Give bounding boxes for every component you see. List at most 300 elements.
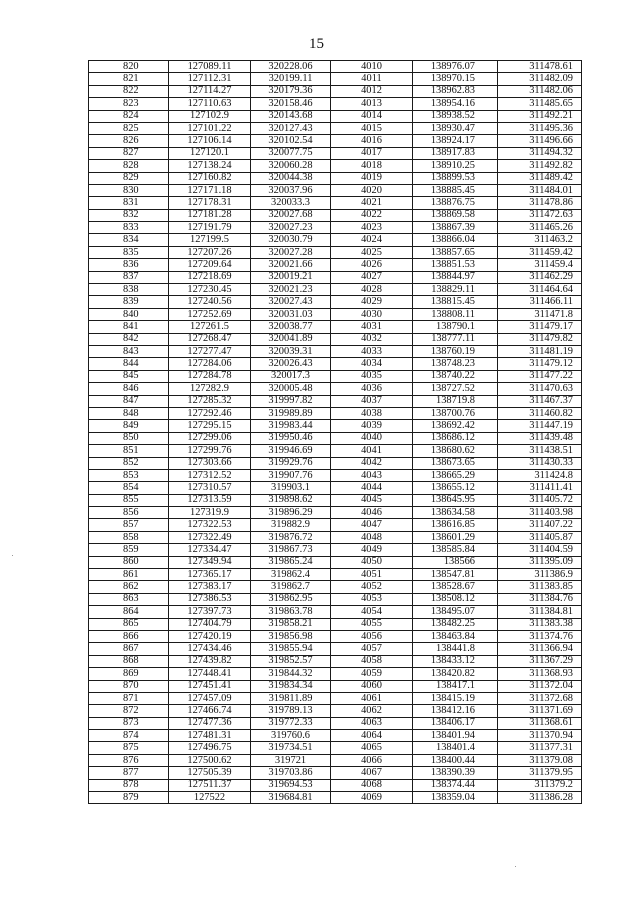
x-coordinate-cell: 127207.26 [169,246,251,258]
table-row [89,259,582,271]
point-id-cell: 849 [89,420,169,432]
x-coordinate-cell: 127303.66 [169,457,251,469]
point-id-cell: 830 [89,184,169,196]
point-id-cell: 4055 [331,618,413,630]
x-coordinate-cell: 138616.85 [413,519,498,531]
x-coordinate-cell: 127284.78 [169,370,251,382]
point-id-cell: 4033 [331,345,413,357]
point-id-cell: 4032 [331,333,413,345]
point-id-cell: 4057 [331,643,413,655]
table-row [89,482,582,494]
point-id-cell: 4065 [331,742,413,754]
y-coordinate-cell: 320021.23 [251,284,331,296]
y-coordinate-cell: 319734.51 [251,742,331,754]
y-coordinate-cell: 320039.31 [251,345,331,357]
y-coordinate-cell: 319811.89 [251,692,331,704]
y-coordinate-cell: 311492.82 [498,160,582,172]
table-row [89,370,582,382]
x-coordinate-cell: 138899.53 [413,172,498,184]
point-id-cell: 4031 [331,321,413,333]
y-coordinate-cell: 311492.21 [498,110,582,122]
y-coordinate-cell: 319898.62 [251,494,331,506]
y-coordinate-cell: 311430.33 [498,457,582,469]
x-coordinate-cell: 138655.12 [413,482,498,494]
table-row [89,147,582,159]
y-coordinate-cell: 319929.76 [251,457,331,469]
table-row [89,160,582,172]
table-row [89,569,582,581]
point-id-cell: 827 [89,147,169,159]
x-coordinate-cell: 127160.82 [169,172,251,184]
point-id-cell: 4013 [331,98,413,110]
point-id-cell: 826 [89,135,169,147]
table-row [89,395,582,407]
y-coordinate-cell: 320228.06 [251,61,331,73]
x-coordinate-cell: 138645.95 [413,494,498,506]
x-coordinate-cell: 127319.9 [169,507,251,519]
table-row [89,606,582,618]
point-id-cell: 4056 [331,630,413,642]
x-coordinate-cell: 138808.11 [413,308,498,320]
y-coordinate-cell: 319852.57 [251,655,331,667]
y-coordinate-cell: 311368.93 [498,668,582,680]
x-coordinate-cell: 127500.62 [169,754,251,766]
y-coordinate-cell: 311481.19 [498,345,582,357]
table-row [89,407,582,419]
y-coordinate-cell: 311370.94 [498,730,582,742]
x-coordinate-cell: 127199.5 [169,234,251,246]
x-coordinate-cell: 127511.37 [169,779,251,791]
point-id-cell: 4053 [331,593,413,605]
x-coordinate-cell: 127230.45 [169,284,251,296]
x-coordinate-cell: 127299.06 [169,432,251,444]
point-id-cell: 4034 [331,358,413,370]
y-coordinate-cell: 320027.68 [251,209,331,221]
y-coordinate-cell: 311395.09 [498,556,582,568]
y-coordinate-cell: 311459.4 [498,259,582,271]
coordinates-table-body [89,61,582,804]
y-coordinate-cell: 311386.9 [498,569,582,581]
y-coordinate-cell: 311470.63 [498,383,582,395]
point-id-cell: 4020 [331,184,413,196]
table-row [89,358,582,370]
table-row [89,556,582,568]
x-coordinate-cell: 127349.94 [169,556,251,568]
x-coordinate-cell: 127178.31 [169,197,251,209]
table-row [89,655,582,667]
x-coordinate-cell: 127285.32 [169,395,251,407]
y-coordinate-cell: 311471.8 [498,308,582,320]
point-id-cell: 838 [89,284,169,296]
point-id-cell: 4052 [331,581,413,593]
y-coordinate-cell: 319760.6 [251,730,331,742]
point-id-cell: 4025 [331,246,413,258]
y-coordinate-cell: 311447.19 [498,420,582,432]
table-row [89,792,582,804]
y-coordinate-cell: 311438.51 [498,445,582,457]
y-coordinate-cell: 311459.42 [498,246,582,258]
x-coordinate-cell: 138412.16 [413,705,498,717]
x-coordinate-cell: 138740.22 [413,370,498,382]
y-coordinate-cell: 311472.63 [498,209,582,221]
point-id-cell: 4016 [331,135,413,147]
point-id-cell: 846 [89,383,169,395]
table-row [89,209,582,221]
y-coordinate-cell: 320199.11 [251,73,331,85]
x-coordinate-cell: 127310.57 [169,482,251,494]
y-coordinate-cell: 311374.76 [498,630,582,642]
x-coordinate-cell: 138917.83 [413,147,498,159]
point-id-cell: 822 [89,85,169,97]
y-coordinate-cell: 311479.17 [498,321,582,333]
y-coordinate-cell: 311384.76 [498,593,582,605]
table-row [89,618,582,630]
x-coordinate-cell: 127277.47 [169,345,251,357]
y-coordinate-cell: 320021.66 [251,259,331,271]
x-coordinate-cell: 138700.76 [413,407,498,419]
point-id-cell: 855 [89,494,169,506]
y-coordinate-cell: 320019.21 [251,271,331,283]
table-row [89,494,582,506]
y-coordinate-cell: 319865.24 [251,556,331,568]
y-coordinate-cell: 311465.26 [498,222,582,234]
x-coordinate-cell: 127448.41 [169,668,251,680]
point-id-cell: 4037 [331,395,413,407]
point-id-cell: 4066 [331,754,413,766]
y-coordinate-cell: 319946.69 [251,445,331,457]
x-coordinate-cell: 127439.82 [169,655,251,667]
table-row [89,507,582,519]
y-coordinate-cell: 320033.3 [251,197,331,209]
y-coordinate-cell: 311482.09 [498,73,582,85]
point-id-cell: 860 [89,556,169,568]
table-row [89,345,582,357]
x-coordinate-cell: 138867.39 [413,222,498,234]
y-coordinate-cell: 319863.78 [251,606,331,618]
table-row [89,432,582,444]
table-row [89,222,582,234]
y-coordinate-cell: 311478.61 [498,61,582,73]
y-coordinate-cell: 319867.73 [251,544,331,556]
y-coordinate-cell: 319772.33 [251,717,331,729]
point-id-cell: 4015 [331,122,413,134]
y-coordinate-cell: 320026.43 [251,358,331,370]
y-coordinate-cell: 320038.77 [251,321,331,333]
point-id-cell: 837 [89,271,169,283]
y-coordinate-cell: 320127.43 [251,122,331,134]
x-coordinate-cell: 138441.8 [413,643,498,655]
table-row [89,457,582,469]
point-id-cell: 867 [89,643,169,655]
table-row [89,519,582,531]
point-id-cell: 4010 [331,61,413,73]
point-id-cell: 876 [89,754,169,766]
point-id-cell: 872 [89,705,169,717]
point-id-cell: 850 [89,432,169,444]
x-coordinate-cell: 138463.84 [413,630,498,642]
table-row [89,333,582,345]
y-coordinate-cell: 311424.8 [498,469,582,481]
y-coordinate-cell: 311485.65 [498,98,582,110]
point-id-cell: 4026 [331,259,413,271]
point-id-cell: 4039 [331,420,413,432]
y-coordinate-cell: 311466.11 [498,296,582,308]
point-id-cell: 829 [89,172,169,184]
point-id-cell: 832 [89,209,169,221]
y-coordinate-cell: 311384.81 [498,606,582,618]
x-coordinate-cell: 127299.76 [169,445,251,457]
y-coordinate-cell: 311411.41 [498,482,582,494]
y-coordinate-cell: 319834.34 [251,680,331,692]
y-coordinate-cell: 320077.75 [251,147,331,159]
y-coordinate-cell: 311482.06 [498,85,582,97]
point-id-cell: 854 [89,482,169,494]
y-coordinate-cell: 311383.85 [498,581,582,593]
x-coordinate-cell: 127102.9 [169,110,251,122]
x-coordinate-cell: 127334.47 [169,544,251,556]
x-coordinate-cell: 138680.62 [413,445,498,457]
table-row [89,73,582,85]
x-coordinate-cell: 138962.83 [413,85,498,97]
x-coordinate-cell: 127420.19 [169,630,251,642]
point-id-cell: 4041 [331,445,413,457]
table-row [89,420,582,432]
table-row [89,296,582,308]
x-coordinate-cell: 138566 [413,556,498,568]
point-id-cell: 845 [89,370,169,382]
x-coordinate-cell: 127284.06 [169,358,251,370]
point-id-cell: 878 [89,779,169,791]
point-id-cell: 851 [89,445,169,457]
point-id-cell: 4023 [331,222,413,234]
y-coordinate-cell: 311496.66 [498,135,582,147]
x-coordinate-cell: 138400.44 [413,754,498,766]
y-coordinate-cell: 311372.04 [498,680,582,692]
point-id-cell: 4068 [331,779,413,791]
y-coordinate-cell: 311404.59 [498,544,582,556]
x-coordinate-cell: 127110.63 [169,98,251,110]
y-coordinate-cell: 319703.86 [251,767,331,779]
x-coordinate-cell: 127120.1 [169,147,251,159]
table-row [89,122,582,134]
x-coordinate-cell: 138790.1 [413,321,498,333]
x-coordinate-cell: 127171.18 [169,184,251,196]
table-row [89,135,582,147]
x-coordinate-cell: 127313.59 [169,494,251,506]
point-id-cell: 4060 [331,680,413,692]
point-id-cell: 4012 [331,85,413,97]
table-row [89,692,582,704]
point-id-cell: 4030 [331,308,413,320]
x-coordinate-cell: 127240.56 [169,296,251,308]
table-row [89,767,582,779]
x-coordinate-cell: 138420.82 [413,668,498,680]
x-coordinate-cell: 127322.49 [169,531,251,543]
y-coordinate-cell: 319983.44 [251,420,331,432]
point-id-cell: 877 [89,767,169,779]
y-coordinate-cell: 319856.98 [251,630,331,642]
point-id-cell: 4021 [331,197,413,209]
x-coordinate-cell: 127112.31 [169,73,251,85]
x-coordinate-cell: 138748.23 [413,358,498,370]
x-coordinate-cell: 127114.27 [169,85,251,97]
y-coordinate-cell: 311405.72 [498,494,582,506]
point-id-cell: 4048 [331,531,413,543]
y-coordinate-cell: 311478.86 [498,197,582,209]
point-id-cell: 4036 [331,383,413,395]
point-id-cell: 4046 [331,507,413,519]
page-number: 15 [309,36,324,52]
y-coordinate-cell: 311489.42 [498,172,582,184]
x-coordinate-cell: 138417.1 [413,680,498,692]
y-coordinate-cell: 311495.36 [498,122,582,134]
point-id-cell: 835 [89,246,169,258]
point-id-cell: 859 [89,544,169,556]
table-row [89,284,582,296]
y-coordinate-cell: 319862.7 [251,581,331,593]
point-id-cell: 857 [89,519,169,531]
y-coordinate-cell: 320017.3 [251,370,331,382]
point-id-cell: 4027 [331,271,413,283]
table-row [89,197,582,209]
point-id-cell: 873 [89,717,169,729]
table-row [89,61,582,73]
point-id-cell: 4017 [331,147,413,159]
point-id-cell: 4043 [331,469,413,481]
x-coordinate-cell: 127477.36 [169,717,251,729]
point-id-cell: 4038 [331,407,413,419]
x-coordinate-cell: 138815.45 [413,296,498,308]
x-coordinate-cell: 127268.47 [169,333,251,345]
y-coordinate-cell: 319844.32 [251,668,331,680]
point-id-cell: 863 [89,593,169,605]
point-id-cell: 879 [89,792,169,804]
scan-speck [515,866,516,867]
y-coordinate-cell: 319721 [251,754,331,766]
point-id-cell: 4040 [331,432,413,444]
table-row [89,246,582,258]
y-coordinate-cell: 311379.08 [498,754,582,766]
y-coordinate-cell: 319882.9 [251,519,331,531]
y-coordinate-cell: 311479.12 [498,358,582,370]
y-coordinate-cell: 320041.89 [251,333,331,345]
x-coordinate-cell: 138876.75 [413,197,498,209]
y-coordinate-cell: 311464.64 [498,284,582,296]
point-id-cell: 848 [89,407,169,419]
y-coordinate-cell: 311367.29 [498,655,582,667]
point-id-cell: 861 [89,569,169,581]
point-id-cell: 824 [89,110,169,122]
table-row [89,85,582,97]
point-id-cell: 4019 [331,172,413,184]
y-coordinate-cell: 311477.22 [498,370,582,382]
x-coordinate-cell: 127138.24 [169,160,251,172]
table-row [89,110,582,122]
point-id-cell: 820 [89,61,169,73]
point-id-cell: 4035 [331,370,413,382]
x-coordinate-cell: 138885.45 [413,184,498,196]
y-coordinate-cell: 320027.28 [251,246,331,258]
y-coordinate-cell: 311366.94 [498,643,582,655]
table-row [89,668,582,680]
x-coordinate-cell: 127282.9 [169,383,251,395]
point-id-cell: 839 [89,296,169,308]
point-id-cell: 831 [89,197,169,209]
x-coordinate-cell: 127209.64 [169,259,251,271]
x-coordinate-cell: 138857.65 [413,246,498,258]
x-coordinate-cell: 127505.39 [169,767,251,779]
coordinates-table [88,60,582,804]
point-id-cell: 4044 [331,482,413,494]
point-id-cell: 847 [89,395,169,407]
x-coordinate-cell: 138844.97 [413,271,498,283]
y-coordinate-cell: 311463.2 [498,234,582,246]
table-row [89,705,582,717]
x-coordinate-cell: 127481.31 [169,730,251,742]
point-id-cell: 4028 [331,284,413,296]
x-coordinate-cell: 127457.09 [169,692,251,704]
x-coordinate-cell: 138970.15 [413,73,498,85]
table-row [89,445,582,457]
y-coordinate-cell: 319950.46 [251,432,331,444]
table-row [89,531,582,543]
point-id-cell: 4059 [331,668,413,680]
x-coordinate-cell: 127451.41 [169,680,251,692]
point-id-cell: 875 [89,742,169,754]
y-coordinate-cell: 311479.82 [498,333,582,345]
x-coordinate-cell: 127496.75 [169,742,251,754]
point-id-cell: 4061 [331,692,413,704]
y-coordinate-cell: 320005.48 [251,383,331,395]
x-coordinate-cell: 127252.69 [169,308,251,320]
y-coordinate-cell: 319903.1 [251,482,331,494]
x-coordinate-cell: 138673.65 [413,457,498,469]
y-coordinate-cell: 311462.29 [498,271,582,283]
y-coordinate-cell: 320060.28 [251,160,331,172]
point-id-cell: 840 [89,308,169,320]
x-coordinate-cell: 138954.16 [413,98,498,110]
point-id-cell: 4014 [331,110,413,122]
x-coordinate-cell: 138433.12 [413,655,498,667]
point-id-cell: 4049 [331,544,413,556]
point-id-cell: 4029 [331,296,413,308]
table-row [89,321,582,333]
point-id-cell: 4054 [331,606,413,618]
table-row [89,172,582,184]
point-id-cell: 870 [89,680,169,692]
x-coordinate-cell: 138777.11 [413,333,498,345]
y-coordinate-cell: 319989.89 [251,407,331,419]
x-coordinate-cell: 127181.28 [169,209,251,221]
x-coordinate-cell: 138482.25 [413,618,498,630]
point-id-cell: 864 [89,606,169,618]
x-coordinate-cell: 138528.67 [413,581,498,593]
y-coordinate-cell: 311379.2 [498,779,582,791]
x-coordinate-cell: 138686.12 [413,432,498,444]
x-coordinate-cell: 127522 [169,792,251,804]
x-coordinate-cell: 138976.07 [413,61,498,73]
x-coordinate-cell: 138719.8 [413,395,498,407]
point-id-cell: 823 [89,98,169,110]
y-coordinate-cell: 311386.28 [498,792,582,804]
y-coordinate-cell: 311484.01 [498,184,582,196]
x-coordinate-cell: 127466.74 [169,705,251,717]
x-coordinate-cell: 138374.44 [413,779,498,791]
point-id-cell: 868 [89,655,169,667]
x-coordinate-cell: 138930.47 [413,122,498,134]
x-coordinate-cell: 127218.69 [169,271,251,283]
y-coordinate-cell: 320179.36 [251,85,331,97]
